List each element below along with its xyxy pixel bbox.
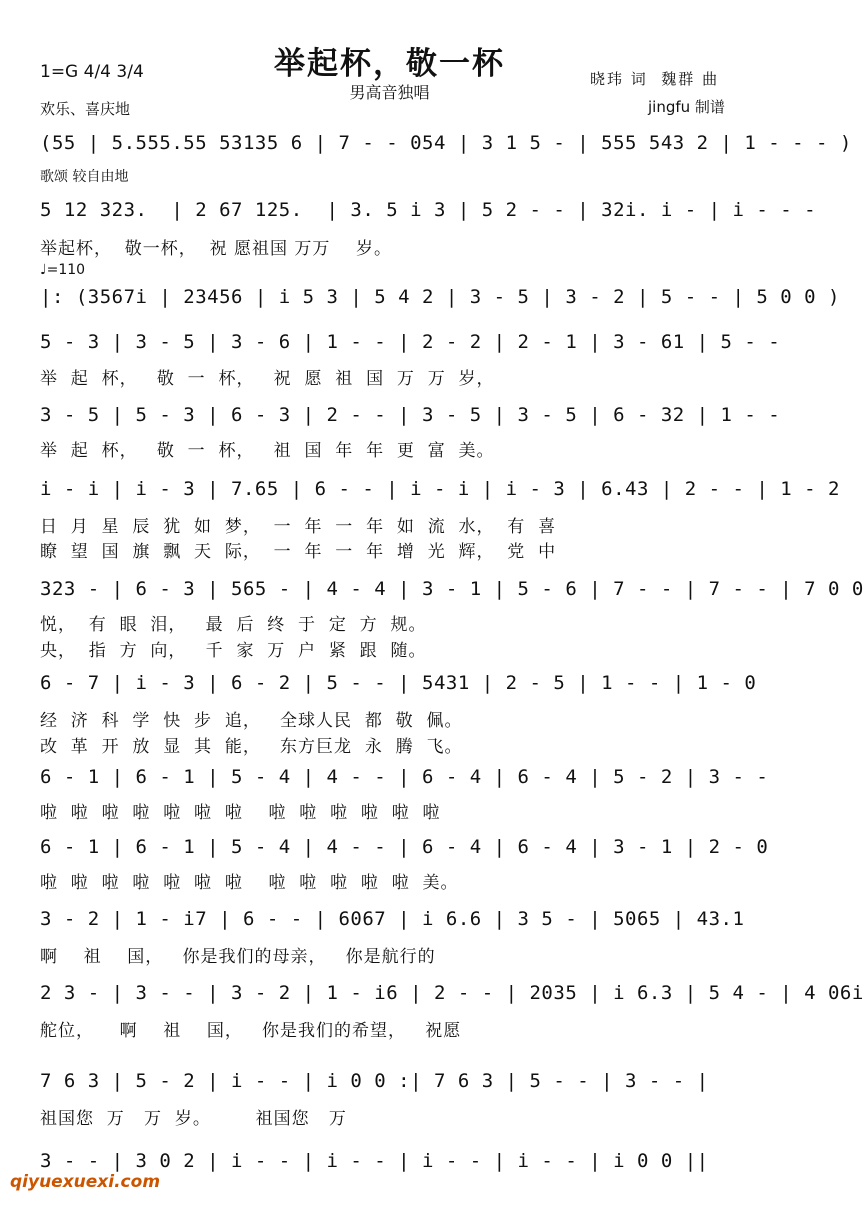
notes-line-7: 6 - 7 | i - 3 | 6 - 2 | 5 - - | 5431 | 2 - 5 | 1 - - | 1 - 0: [40, 672, 757, 694]
tempo-marking: ♩=110: [40, 262, 86, 278]
notes-line-3: 5 - 3 | 3 - 5 | 3 - 6 | 1 - - | 2 - 2 | 2 - 1 | 3 - 61 | 5 - -: [40, 331, 781, 353]
song-subtitle: 男高音独唱: [349, 83, 430, 102]
notes-line-13: 3 - - | 3 0 2 | i - - | i - - | i - - | i - - | i 0 0 ||: [40, 1150, 709, 1172]
notes-line-11: 2 3 - | 3 - - | 3 - 2 | 1 - i6 | 2 - - | 2035 | i 6.3 | 5 4 - | 4 06i: [40, 982, 864, 1004]
lyric-line-6b: 央， 指 方 向， 千 家 万 户 紧 跟 随。: [40, 641, 427, 661]
notes-line-4: 3 - 5 | 5 - 3 | 6 - 3 | 2 - - | 3 - 5 | 3 - 5 | 6 - 32 | 1 - -: [40, 404, 781, 426]
notes-line-9: 6 - 1 | 6 - 1 | 5 - 4 | 4 - - | 6 - 4 | 6 - 4 | 3 - 1 | 2 - 0: [40, 836, 769, 858]
mood-marking: 欢乐、喜庆地: [40, 100, 131, 118]
intro-notes: (55 | 5.555.55 53135 6 | 7 - - 054 | 3 1 5 - | 555 543 2 | 1 - - - ): [40, 132, 852, 154]
lyric-line-7b: 改 革 开 放 显 其 能， 东方巨龙 永 腾 飞。: [40, 737, 463, 757]
credits: 晓玮 词 魏群 曲: [590, 70, 720, 88]
song-title: 举起杯，敬一杯: [274, 46, 505, 82]
notes-line-8: 6 - 1 | 6 - 1 | 5 - 4 | 4 - - | 6 - 4 | 6 - 4 | 5 - 2 | 3 - -: [40, 766, 769, 788]
lyric-line-10a: 啊 祖 国， 你是我们的母亲， 你是航行的: [40, 947, 436, 967]
lyric-line-3a: 举 起 杯， 敬 一 杯， 祝 愿 祖 国 万 万 岁，: [40, 369, 495, 389]
lyric-line-8a: 啦 啦 啦 啦 啦 啦 啦 啦 啦 啦 啦 啦 啦: [40, 803, 441, 823]
arranger: jingfu 制谱: [648, 98, 725, 116]
lyric-line-5a: 日 月 星 辰 犹 如 梦， 一 年 一 年 如 流 水， 有 喜: [40, 517, 557, 537]
notes-line-12: 7 6 3 | 5 - 2 | i - - | i 0 0 :| 7 6 3 | 5 - - | 3 - - |: [40, 1070, 709, 1092]
lyric-line-11a: 舵位， 啊 祖 国， 你是我们的希望， 祝愿: [40, 1021, 462, 1041]
notes-line-1: 5 12 323. | 2 67 125. | 3. 5 i 3 | 5 2 - - | 32i. i - | i - - -: [40, 199, 817, 221]
notes-line-5: i - i | i - 3 | 7.65 | 6 - - | i - i | i - 3 | 6.43 | 2 - - | 1 - 2: [40, 478, 840, 500]
lyric-line-1a: 举起杯， 敬一杯， 祝 愿祖国 万万 岁。: [40, 239, 393, 259]
lyric-line-7a: 经 济 科 学 快 步 追， 全球人民 都 敬 佩。: [40, 711, 463, 731]
notes-line-6: 323 - | 6 - 3 | 565 - | 4 - 4 | 3 - 1 | 5 - 6 | 7 - - | 7 - - | 7 0 0: [40, 578, 864, 600]
lyric-line-12a: 祖国您 万 万 岁。 祖国您 万: [40, 1109, 347, 1129]
lyric-line-9a: 啦 啦 啦 啦 啦 啦 啦 啦 啦 啦 啦 啦 美。: [40, 873, 459, 893]
notes-line-10: 3 - 2 | 1 - i7 | 6 - - | 6067 | i 6.6 | 3 5 - | 5065 | 43.1: [40, 908, 745, 930]
lyric-line-6a: 悦， 有 眼 泪， 最 后 终 于 定 方 规。: [40, 615, 427, 635]
lyric-line-5b: 瞭 望 国 旗 飘 天 际， 一 年 一 年 增 光 辉， 党 中: [40, 542, 557, 562]
section-label: 歌颂 较自由地: [40, 169, 129, 185]
lyric-line-4a: 举 起 杯， 敬 一 杯， 祖 国 年 年 更 富 美。: [40, 441, 495, 461]
key-signature: 1=G 4/4 3/4: [40, 62, 144, 82]
watermark-logo: qiyuexuexi.com: [10, 1172, 161, 1192]
notes-line-2: |: (3567i | 23456 | i 5 3 | 5 4 2 | 3 - 5 | 3 - 2 | 5 - - | 5 0 0 ): [40, 286, 840, 308]
